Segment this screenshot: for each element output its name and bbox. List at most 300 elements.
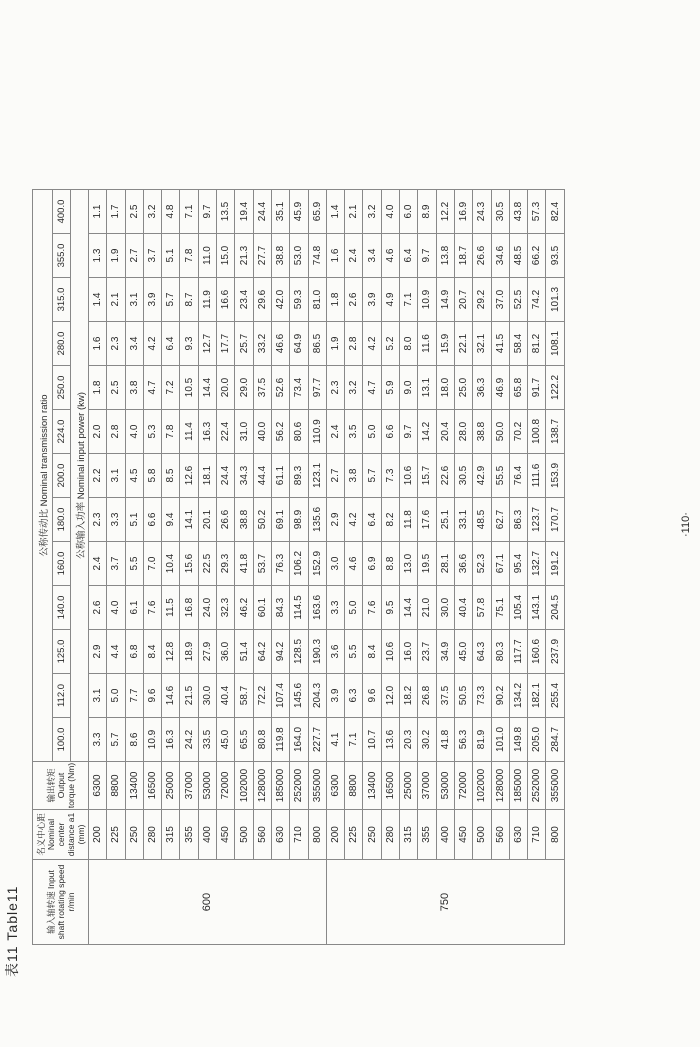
- power-value: 13.1: [418, 366, 436, 410]
- table-row: [345, 190, 363, 945]
- power-value: 22.6: [436, 454, 454, 498]
- power-value: 2.9: [89, 630, 107, 674]
- center-distance-value: 450: [217, 810, 235, 860]
- power-value: 70.2: [509, 410, 527, 454]
- power-value: 64.9: [290, 322, 308, 366]
- power-value: 1.9: [326, 322, 344, 366]
- power-value: 122.2: [546, 366, 564, 410]
- power-value: 101.0: [491, 718, 509, 762]
- power-value: 1.9: [107, 234, 125, 278]
- power-value: 9.7: [400, 410, 418, 454]
- center-distance-value: 225: [107, 810, 125, 860]
- power-value: 26.6: [217, 498, 235, 542]
- power-value: 36.6: [454, 542, 472, 586]
- power-value: 56.3: [454, 718, 472, 762]
- power-value: 27.9: [198, 630, 216, 674]
- power-value: 50.0: [491, 410, 509, 454]
- power-value: 98.9: [290, 498, 308, 542]
- power-value: 2.2: [89, 454, 107, 498]
- power-value: 35.1: [271, 190, 289, 234]
- power-value: 66.2: [528, 234, 546, 278]
- power-value: 55.5: [491, 454, 509, 498]
- ratio-header: 160.0: [53, 542, 71, 586]
- power-value: 45.0: [217, 718, 235, 762]
- power-value: 2.7: [326, 454, 344, 498]
- power-value: 7.8: [180, 234, 198, 278]
- header-output-torque: 输出转矩 Output torque (Nm): [33, 762, 89, 810]
- power-value: 128.5: [290, 630, 308, 674]
- power-value: 190.3: [308, 630, 326, 674]
- torque-value: 16500: [381, 762, 399, 810]
- torque-value: 8800: [345, 762, 363, 810]
- center-distance-value: 450: [454, 810, 472, 860]
- torque-value: 72000: [454, 762, 472, 810]
- center-distance-value: 250: [125, 810, 143, 860]
- power-value: 32.3: [217, 586, 235, 630]
- power-value: 2.8: [107, 410, 125, 454]
- power-value: 119.8: [271, 718, 289, 762]
- power-value: 2.3: [89, 498, 107, 542]
- header-speed: 输入轴转速 Input shaft rotating speed r/min: [33, 860, 89, 945]
- power-value: 13.6: [381, 718, 399, 762]
- power-value: 5.3: [143, 410, 161, 454]
- power-value: 5.1: [125, 498, 143, 542]
- power-value: 135.6: [308, 498, 326, 542]
- power-value: 43.8: [509, 190, 527, 234]
- power-value: 22.5: [198, 542, 216, 586]
- power-value: 7.0: [143, 542, 161, 586]
- center-distance-value: 560: [253, 810, 271, 860]
- power-value: 69.1: [271, 498, 289, 542]
- power-value: 57.3: [528, 190, 546, 234]
- power-value: 8.7: [180, 278, 198, 322]
- power-value: 18.0: [436, 366, 454, 410]
- power-value: 10.9: [143, 718, 161, 762]
- power-value: 90.2: [491, 674, 509, 718]
- power-value: 17.6: [418, 498, 436, 542]
- center-distance-value: 200: [326, 810, 344, 860]
- power-value: 4.7: [363, 366, 381, 410]
- power-value: 65.5: [235, 718, 253, 762]
- center-distance-value: 280: [143, 810, 161, 860]
- center-distance-value: 710: [528, 810, 546, 860]
- power-value: 8.9: [418, 190, 436, 234]
- ratio-header: 100.0: [53, 718, 71, 762]
- power-value: 36.0: [217, 630, 235, 674]
- center-distance-value: 400: [198, 810, 216, 860]
- power-value: 204.3: [308, 674, 326, 718]
- power-value: 5.1: [162, 234, 180, 278]
- power-value: 138.7: [546, 410, 564, 454]
- power-value: 26.6: [473, 234, 491, 278]
- power-value: 24.4: [217, 454, 235, 498]
- power-value: 57.8: [473, 586, 491, 630]
- center-distance-value: 710: [290, 810, 308, 860]
- power-value: 18.2: [400, 674, 418, 718]
- power-value: 255.4: [546, 674, 564, 718]
- power-value: 123.1: [308, 454, 326, 498]
- power-value: 284.7: [546, 718, 564, 762]
- torque-value: 25000: [400, 762, 418, 810]
- power-value: 182.1: [528, 674, 546, 718]
- ratio-header: 125.0: [53, 630, 71, 674]
- header-center-distance: 名义中心距 Nominal center distance a1 (mm): [33, 810, 89, 860]
- power-value: 12.7: [198, 322, 216, 366]
- power-value: 15.7: [418, 454, 436, 498]
- power-value: 4.6: [381, 234, 399, 278]
- power-value: 46.9: [491, 366, 509, 410]
- power-value: 100.8: [528, 410, 546, 454]
- center-distance-value: 315: [400, 810, 418, 860]
- ratio-header: 355.0: [53, 234, 71, 278]
- power-value: 7.1: [180, 190, 198, 234]
- power-value: 6.4: [162, 322, 180, 366]
- power-value: 30.0: [436, 586, 454, 630]
- power-value: 3.7: [107, 542, 125, 586]
- power-value: 117.7: [509, 630, 527, 674]
- power-value: 14.6: [162, 674, 180, 718]
- power-value: 27.7: [253, 234, 271, 278]
- center-distance-value: 400: [436, 810, 454, 860]
- power-value: 4.8: [162, 190, 180, 234]
- power-value: 40.4: [217, 674, 235, 718]
- power-value: 6.3: [345, 674, 363, 718]
- power-value: 46.6: [271, 322, 289, 366]
- power-value: 72.2: [253, 674, 271, 718]
- power-value: 6.9: [363, 542, 381, 586]
- power-value: 61.1: [271, 454, 289, 498]
- power-value: 82.4: [546, 190, 564, 234]
- power-value: 20.1: [198, 498, 216, 542]
- power-value: 19.5: [418, 542, 436, 586]
- power-value: 4.4: [107, 630, 125, 674]
- power-value: 4.0: [381, 190, 399, 234]
- power-value: 3.7: [143, 234, 161, 278]
- power-value: 40.4: [454, 586, 472, 630]
- power-value: 4.0: [125, 410, 143, 454]
- power-value: 4.9: [381, 278, 399, 322]
- power-value: 3.1: [125, 278, 143, 322]
- power-value: 5.7: [107, 718, 125, 762]
- power-value: 81.2: [528, 322, 546, 366]
- table-row: [180, 190, 198, 945]
- power-value: 30.5: [454, 454, 472, 498]
- power-value: 97.7: [308, 366, 326, 410]
- power-value: 1.4: [89, 278, 107, 322]
- table-row: [454, 190, 472, 945]
- power-value: 81.9: [473, 718, 491, 762]
- power-value: 2.3: [107, 322, 125, 366]
- table-row: [143, 190, 161, 945]
- power-value: 64.2: [253, 630, 271, 674]
- power-value: 10.9: [418, 278, 436, 322]
- power-value: 2.4: [89, 542, 107, 586]
- power-value: 9.7: [418, 234, 436, 278]
- power-value: 14.9: [436, 278, 454, 322]
- power-value: 16.3: [162, 718, 180, 762]
- torque-value: 13400: [363, 762, 381, 810]
- power-value: 2.1: [345, 190, 363, 234]
- power-value: 8.6: [125, 718, 143, 762]
- torque-value: 128000: [491, 762, 509, 810]
- table-row: [308, 190, 326, 945]
- table-row: [436, 190, 454, 945]
- power-value: 123.7: [528, 498, 546, 542]
- power-value: 14.4: [400, 586, 418, 630]
- power-value: 106.2: [290, 542, 308, 586]
- power-value: 84.3: [271, 586, 289, 630]
- power-value: 24.2: [180, 718, 198, 762]
- power-value: 6.1: [125, 586, 143, 630]
- power-value: 227.7: [308, 718, 326, 762]
- power-value: 143.1: [528, 586, 546, 630]
- power-value: 153.9: [546, 454, 564, 498]
- center-distance-value: 500: [473, 810, 491, 860]
- power-value: 41.5: [491, 322, 509, 366]
- power-value: 86.5: [308, 322, 326, 366]
- page-number: ·110·: [680, 512, 692, 537]
- power-value: 10.4: [162, 542, 180, 586]
- power-value: 8.8: [381, 542, 399, 586]
- power-value: 4.2: [345, 498, 363, 542]
- power-value: 33.1: [454, 498, 472, 542]
- power-value: 3.8: [125, 366, 143, 410]
- power-value: 56.2: [271, 410, 289, 454]
- power-value: 3.3: [89, 718, 107, 762]
- power-value: 22.4: [217, 410, 235, 454]
- power-value: 34.3: [235, 454, 253, 498]
- power-value: 5.9: [381, 366, 399, 410]
- table-row: [473, 190, 491, 945]
- power-value: 5.7: [162, 278, 180, 322]
- power-value: 7.8: [162, 410, 180, 454]
- power-value: 59.3: [290, 278, 308, 322]
- power-value: 16.8: [180, 586, 198, 630]
- power-value: 28.1: [436, 542, 454, 586]
- power-value: 34.6: [491, 234, 509, 278]
- power-value: 2.7: [125, 234, 143, 278]
- power-value: 51.4: [235, 630, 253, 674]
- power-value: 42.9: [473, 454, 491, 498]
- power-value: 38.8: [271, 234, 289, 278]
- power-value: 9.4: [162, 498, 180, 542]
- power-value: 132.7: [528, 542, 546, 586]
- center-distance-value: 355: [180, 810, 198, 860]
- power-value: 5.0: [363, 410, 381, 454]
- torque-value: 252000: [290, 762, 308, 810]
- ratio-header: 200.0: [53, 454, 71, 498]
- torque-value: 252000: [528, 762, 546, 810]
- power-value: 81.0: [308, 278, 326, 322]
- power-value: 4.5: [125, 454, 143, 498]
- torque-value: 102000: [235, 762, 253, 810]
- power-value: 8.4: [363, 630, 381, 674]
- center-distance-value: 800: [546, 810, 564, 860]
- power-value: 67.1: [491, 542, 509, 586]
- power-value: 6.4: [400, 234, 418, 278]
- power-value: 16.0: [400, 630, 418, 674]
- power-value: 7.3: [381, 454, 399, 498]
- power-value: 3.0: [326, 542, 344, 586]
- power-value: 101.3: [546, 278, 564, 322]
- power-value: 94.2: [271, 630, 289, 674]
- power-value: 10.7: [363, 718, 381, 762]
- power-value: 23.7: [418, 630, 436, 674]
- power-value: 74.2: [528, 278, 546, 322]
- power-value: 73.4: [290, 366, 308, 410]
- power-value: 21.5: [180, 674, 198, 718]
- power-value: 7.7: [125, 674, 143, 718]
- power-value: 29.0: [235, 366, 253, 410]
- power-value: 20.4: [436, 410, 454, 454]
- table-row: [491, 190, 509, 945]
- power-value: 25.0: [454, 366, 472, 410]
- torque-value: 13400: [125, 762, 143, 810]
- power-value: 21.3: [235, 234, 253, 278]
- power-value: 89.3: [290, 454, 308, 498]
- ratio-header: 140.0: [53, 586, 71, 630]
- power-value: 24.0: [198, 586, 216, 630]
- power-value: 1.1: [89, 190, 107, 234]
- power-value: 95.4: [509, 542, 527, 586]
- power-value: 52.5: [509, 278, 527, 322]
- power-value: 19.4: [235, 190, 253, 234]
- power-value: 14.1: [180, 498, 198, 542]
- power-value: 5.0: [345, 586, 363, 630]
- table-row: [89, 190, 107, 945]
- power-value: 5.5: [345, 630, 363, 674]
- power-value: 34.9: [436, 630, 454, 674]
- torque-value: 72000: [217, 762, 235, 810]
- power-value: 6.8: [125, 630, 143, 674]
- power-value: 3.9: [363, 278, 381, 322]
- power-value: 1.3: [89, 234, 107, 278]
- power-value: 75.1: [491, 586, 509, 630]
- power-value: 15.9: [436, 322, 454, 366]
- ratio-header: 250.0: [53, 366, 71, 410]
- torque-value: 16500: [143, 762, 161, 810]
- power-value: 17.7: [217, 322, 235, 366]
- power-value: 204.5: [546, 586, 564, 630]
- power-value: 9.7: [198, 190, 216, 234]
- ratio-header: 112.0: [53, 674, 71, 718]
- power-value: 237.9: [546, 630, 564, 674]
- ratio-header: 180.0: [53, 498, 71, 542]
- power-value: 13.8: [436, 234, 454, 278]
- table-row: [235, 190, 253, 945]
- power-value: 80.3: [491, 630, 509, 674]
- power-value: 3.9: [326, 674, 344, 718]
- power-value: 3.8: [345, 454, 363, 498]
- power-value: 76.4: [509, 454, 527, 498]
- power-value: 2.5: [107, 366, 125, 410]
- power-value: 6.6: [143, 498, 161, 542]
- power-value: 12.0: [381, 674, 399, 718]
- power-value: 8.2: [381, 498, 399, 542]
- power-value: 12.2: [436, 190, 454, 234]
- power-value: 45.9: [290, 190, 308, 234]
- power-value: 16.9: [454, 190, 472, 234]
- table-row: [198, 190, 216, 945]
- header-ratio-title: 公称传动比 Nominal transmission ratio: [33, 190, 53, 762]
- power-value: 42.0: [271, 278, 289, 322]
- power-value: 30.2: [418, 718, 436, 762]
- power-value: 3.9: [143, 278, 161, 322]
- power-value: 5.7: [363, 454, 381, 498]
- power-value: 48.5: [509, 234, 527, 278]
- power-value: 11.4: [180, 410, 198, 454]
- power-value: 24.3: [473, 190, 491, 234]
- torque-value: 6300: [326, 762, 344, 810]
- power-value: 163.6: [308, 586, 326, 630]
- power-value: 20.0: [217, 366, 235, 410]
- power-value: 18.9: [180, 630, 198, 674]
- power-value: 4.7: [143, 366, 161, 410]
- header-power-title: 公称输入功率 Nominal input power (kw): [71, 190, 89, 762]
- power-value: 1.6: [326, 234, 344, 278]
- power-value: 46.2: [235, 586, 253, 630]
- table-row: [326, 190, 344, 945]
- power-value: 4.0: [107, 586, 125, 630]
- power-value: 74.8: [308, 234, 326, 278]
- table-row: [271, 190, 289, 945]
- power-value: 13.0: [400, 542, 418, 586]
- power-value: 3.3: [107, 498, 125, 542]
- power-value: 16.6: [217, 278, 235, 322]
- power-value: 80.6: [290, 410, 308, 454]
- center-distance-value: 560: [491, 810, 509, 860]
- power-value: 10.6: [381, 630, 399, 674]
- power-value: 50.5: [454, 674, 472, 718]
- power-value: 3.3: [326, 586, 344, 630]
- table-caption: 表11 Table11: [4, 885, 20, 977]
- center-distance-value: 355: [418, 810, 436, 860]
- power-value: 29.6: [253, 278, 271, 322]
- power-value: 14.2: [418, 410, 436, 454]
- power-value: 21.0: [418, 586, 436, 630]
- power-value: 64.3: [473, 630, 491, 674]
- center-distance-value: 630: [509, 810, 527, 860]
- power-value: 23.4: [235, 278, 253, 322]
- power-value: 4.2: [143, 322, 161, 366]
- table-row: [546, 190, 564, 945]
- power-value: 50.2: [253, 498, 271, 542]
- table-row: [290, 190, 308, 945]
- power-value: 110.9: [308, 410, 326, 454]
- power-value: 25.1: [436, 498, 454, 542]
- power-value: 2.4: [326, 410, 344, 454]
- power-value: 6.4: [363, 498, 381, 542]
- power-value: 38.8: [473, 410, 491, 454]
- power-value: 111.6: [528, 454, 546, 498]
- power-value: 2.1: [107, 278, 125, 322]
- power-value: 152.9: [308, 542, 326, 586]
- power-value: 7.1: [400, 278, 418, 322]
- power-value: 108.1: [546, 322, 564, 366]
- center-distance-value: 800: [308, 810, 326, 860]
- torque-value: 355000: [308, 762, 326, 810]
- torque-value: 6300: [89, 762, 107, 810]
- power-value: 8.5: [162, 454, 180, 498]
- ratio-header: 315.0: [53, 278, 71, 322]
- power-value: 3.4: [125, 322, 143, 366]
- torque-value: 25000: [162, 762, 180, 810]
- table-row: [107, 190, 125, 945]
- power-value: 160.6: [528, 630, 546, 674]
- speed-value: 750: [326, 860, 564, 945]
- power-value: 52.6: [271, 366, 289, 410]
- power-value: 36.3: [473, 366, 491, 410]
